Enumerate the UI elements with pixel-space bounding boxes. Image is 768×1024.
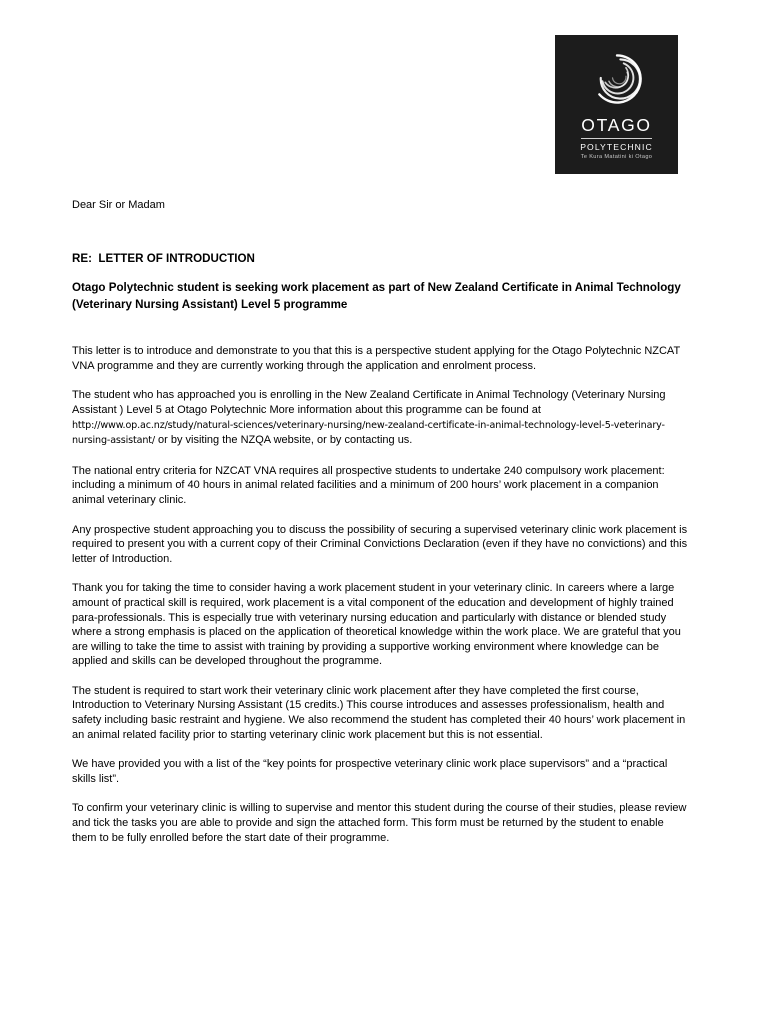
paragraph-2-text-after-url: or by visiting the NZQA website, or by contacting us. — [154, 434, 413, 447]
otago-spiral-koru-mark-icon — [589, 51, 645, 107]
paragraph-3: The national entry criteria for NZCAT VNA requires all prospective students to undertake 240 compulsory work placement: including a minimum of 40 hours in animal related facilities and a minimum of 200 hours’ work placement in a companion animal veterinary clinic. — [72, 464, 665, 506]
paragraph-5: Thank you for taking the time to consider having a work placement student in your veterinary clinic. In careers where a large amount of practical skill is required, work placement is a vital component of the education and development of highly trained para-professionals. This is especially true with veterinary nursing education and particularly with distance or blended study where a strong emphasis is placed on the application of theoretical knowledge within the work place. We are grateful that you are willing to take the time to assist with training by providing a supportive working environment where knowledge can be applied and skills can be developed throughout the programme. — [72, 582, 681, 668]
otago-polytechnic-logo — [555, 35, 678, 174]
paragraph-2 — [72, 373, 690, 448]
logo-wordmark-primary: OTAGO — [581, 117, 651, 139]
paragraph-4: Any prospective student approaching you to discuss the possibility of securing a supervised veterinary clinic work placement is required to present you with a current copy of their Criminal Convictions Declaration (even if they have no convictions) and this letter of Introduction. — [72, 523, 688, 565]
paragraph-2-text-before-url: The student who has approached you is enrolling in the New Zealand Certificate in Animal Technology (Veterinary Nursing Assistant ) Level 5 at Otago Polytechnic More information about this programme can be found at — [72, 389, 666, 416]
paragraph-7: We have provided you with a list of the “key points for prospective veterinary clinic work place supervisors” and a “practical skills list”. — [72, 758, 668, 785]
logo-wordmark — [555, 117, 678, 161]
subject-heading: Otago Polytechnic student is seeking work placement as part of New Zealand Certificate in Animal Technology (Veterinary Nursing Assistant) Level 5 programme — [72, 281, 681, 311]
logo-wordmark-secondary: POLYTECHNIC — [580, 141, 653, 152]
letter-body — [72, 198, 690, 845]
salutation: Dear Sir or Madam — [72, 199, 165, 211]
logo-wordmark-maori: Te Kura Matatini ki Otago — [580, 154, 653, 161]
re-line: RE: LETTER OF INTRODUCTION — [72, 251, 255, 265]
paragraph-6: The student is required to start work their veterinary clinic work placement after they have completed the first course, Introduction to Veterinary Nursing Assistant (15 credits.) This course introduces and assesses professionalism, health and safety including basic restraint and hygiene. We also recommend the student has completed their 40 hours’ work placement in an animal related facility prior to starting veterinary clinic work placement but this is not essential. — [72, 684, 686, 741]
paragraph-1: This letter is to introduce and demonstrate to you that this is a perspective student applying for the Otago Polytechnic NZCAT VNA programme and they are currently working through the application and enrolment process. — [72, 345, 680, 372]
programme-url[interactable]: http://www.op.ac.nz/study/natural-sciences/veterinary-nursing/new-zealand-certificate-in-animal-technology-level-5-veterinary-nursing-assistant/ — [72, 419, 665, 447]
paragraph-8: To confirm your veterinary clinic is willing to supervise and mentor this student during the course of their studies, please review and tick the tasks you are able to provide and sign the attached form. This form must be returned by the student to enable them to be fully enrolled before the start date of their programme. — [72, 802, 687, 844]
